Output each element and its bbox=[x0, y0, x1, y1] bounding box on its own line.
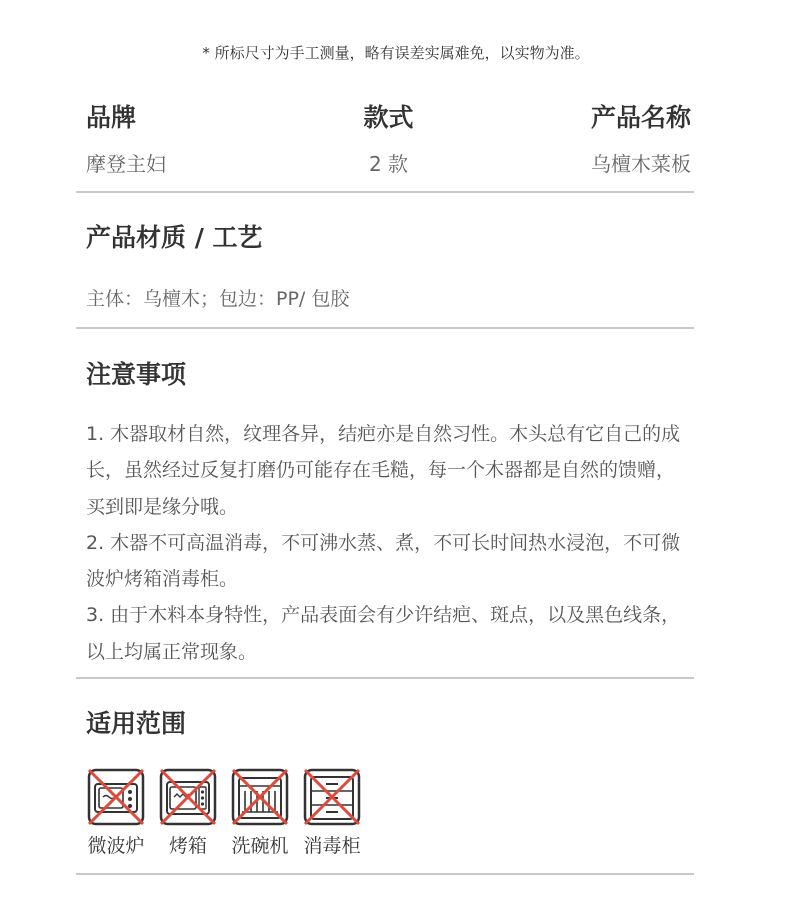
usage-label: 烤箱 bbox=[168, 835, 207, 857]
material-text: 主体：乌檀木；包边：PP/ 包胶 bbox=[86, 288, 350, 310]
spec-header-brand: 品牌 bbox=[86, 103, 137, 132]
usage-item-microwave bbox=[86, 767, 146, 860]
measurement-note: * 所标尺寸为手工测量，略有误差实属难免，以实物为准。 bbox=[202, 44, 590, 62]
spec-value-style: 2 款 bbox=[368, 152, 409, 176]
spec-value-product-name: 乌檀木菜板 bbox=[591, 152, 691, 176]
usage-item-dishwasher bbox=[230, 767, 290, 860]
usage-label: 微波炉 bbox=[87, 835, 145, 857]
dishwasher-icon bbox=[230, 767, 290, 827]
care-title: 注意事项 bbox=[86, 360, 187, 389]
care-note-item: 1. 木器取材自然，纹理各异，结疤亦是自然习性。木头总有它自己的成长，虽然经过反复打磨仍可能存在毛糙，每一个木器都是自然的馈赠，买到即是缘分哦。 bbox=[86, 423, 681, 518]
care-note-item: 2. 木器不可高温消毒，不可沸水蒸、煮，不可长时间热水浸泡，不可微波炉烤箱消毒柜。 bbox=[86, 531, 681, 591]
divider bbox=[76, 191, 694, 193]
spec-header-product-name: 产品名称 bbox=[590, 103, 691, 132]
divider bbox=[76, 677, 694, 679]
material-title: 产品材质 / 工艺 bbox=[86, 223, 263, 252]
spec-value-row bbox=[86, 150, 691, 178]
spec-header-row bbox=[86, 100, 691, 136]
usage-title: 适用范围 bbox=[86, 709, 187, 738]
divider bbox=[76, 873, 694, 875]
sterilizer-icon bbox=[302, 767, 362, 827]
oven-icon bbox=[158, 767, 218, 827]
usage-label: 洗碗机 bbox=[231, 835, 289, 857]
spec-header-style: 款式 bbox=[363, 103, 414, 132]
divider bbox=[76, 327, 694, 329]
spec-table bbox=[86, 100, 691, 178]
microwave-icon bbox=[86, 767, 146, 827]
spec-value-brand: 摩登主妇 bbox=[86, 152, 166, 176]
usage-icons bbox=[86, 767, 374, 860]
usage-item-sterilizer bbox=[302, 767, 362, 860]
care-notes bbox=[86, 416, 686, 670]
usage-label: 消毒柜 bbox=[303, 835, 361, 857]
care-note-item: 3. 由于木料本身特性，产品表面会有少许结疤、斑点，以及黑色线条，以上均属正常现象。 bbox=[86, 604, 681, 663]
usage-item-oven bbox=[158, 767, 218, 860]
